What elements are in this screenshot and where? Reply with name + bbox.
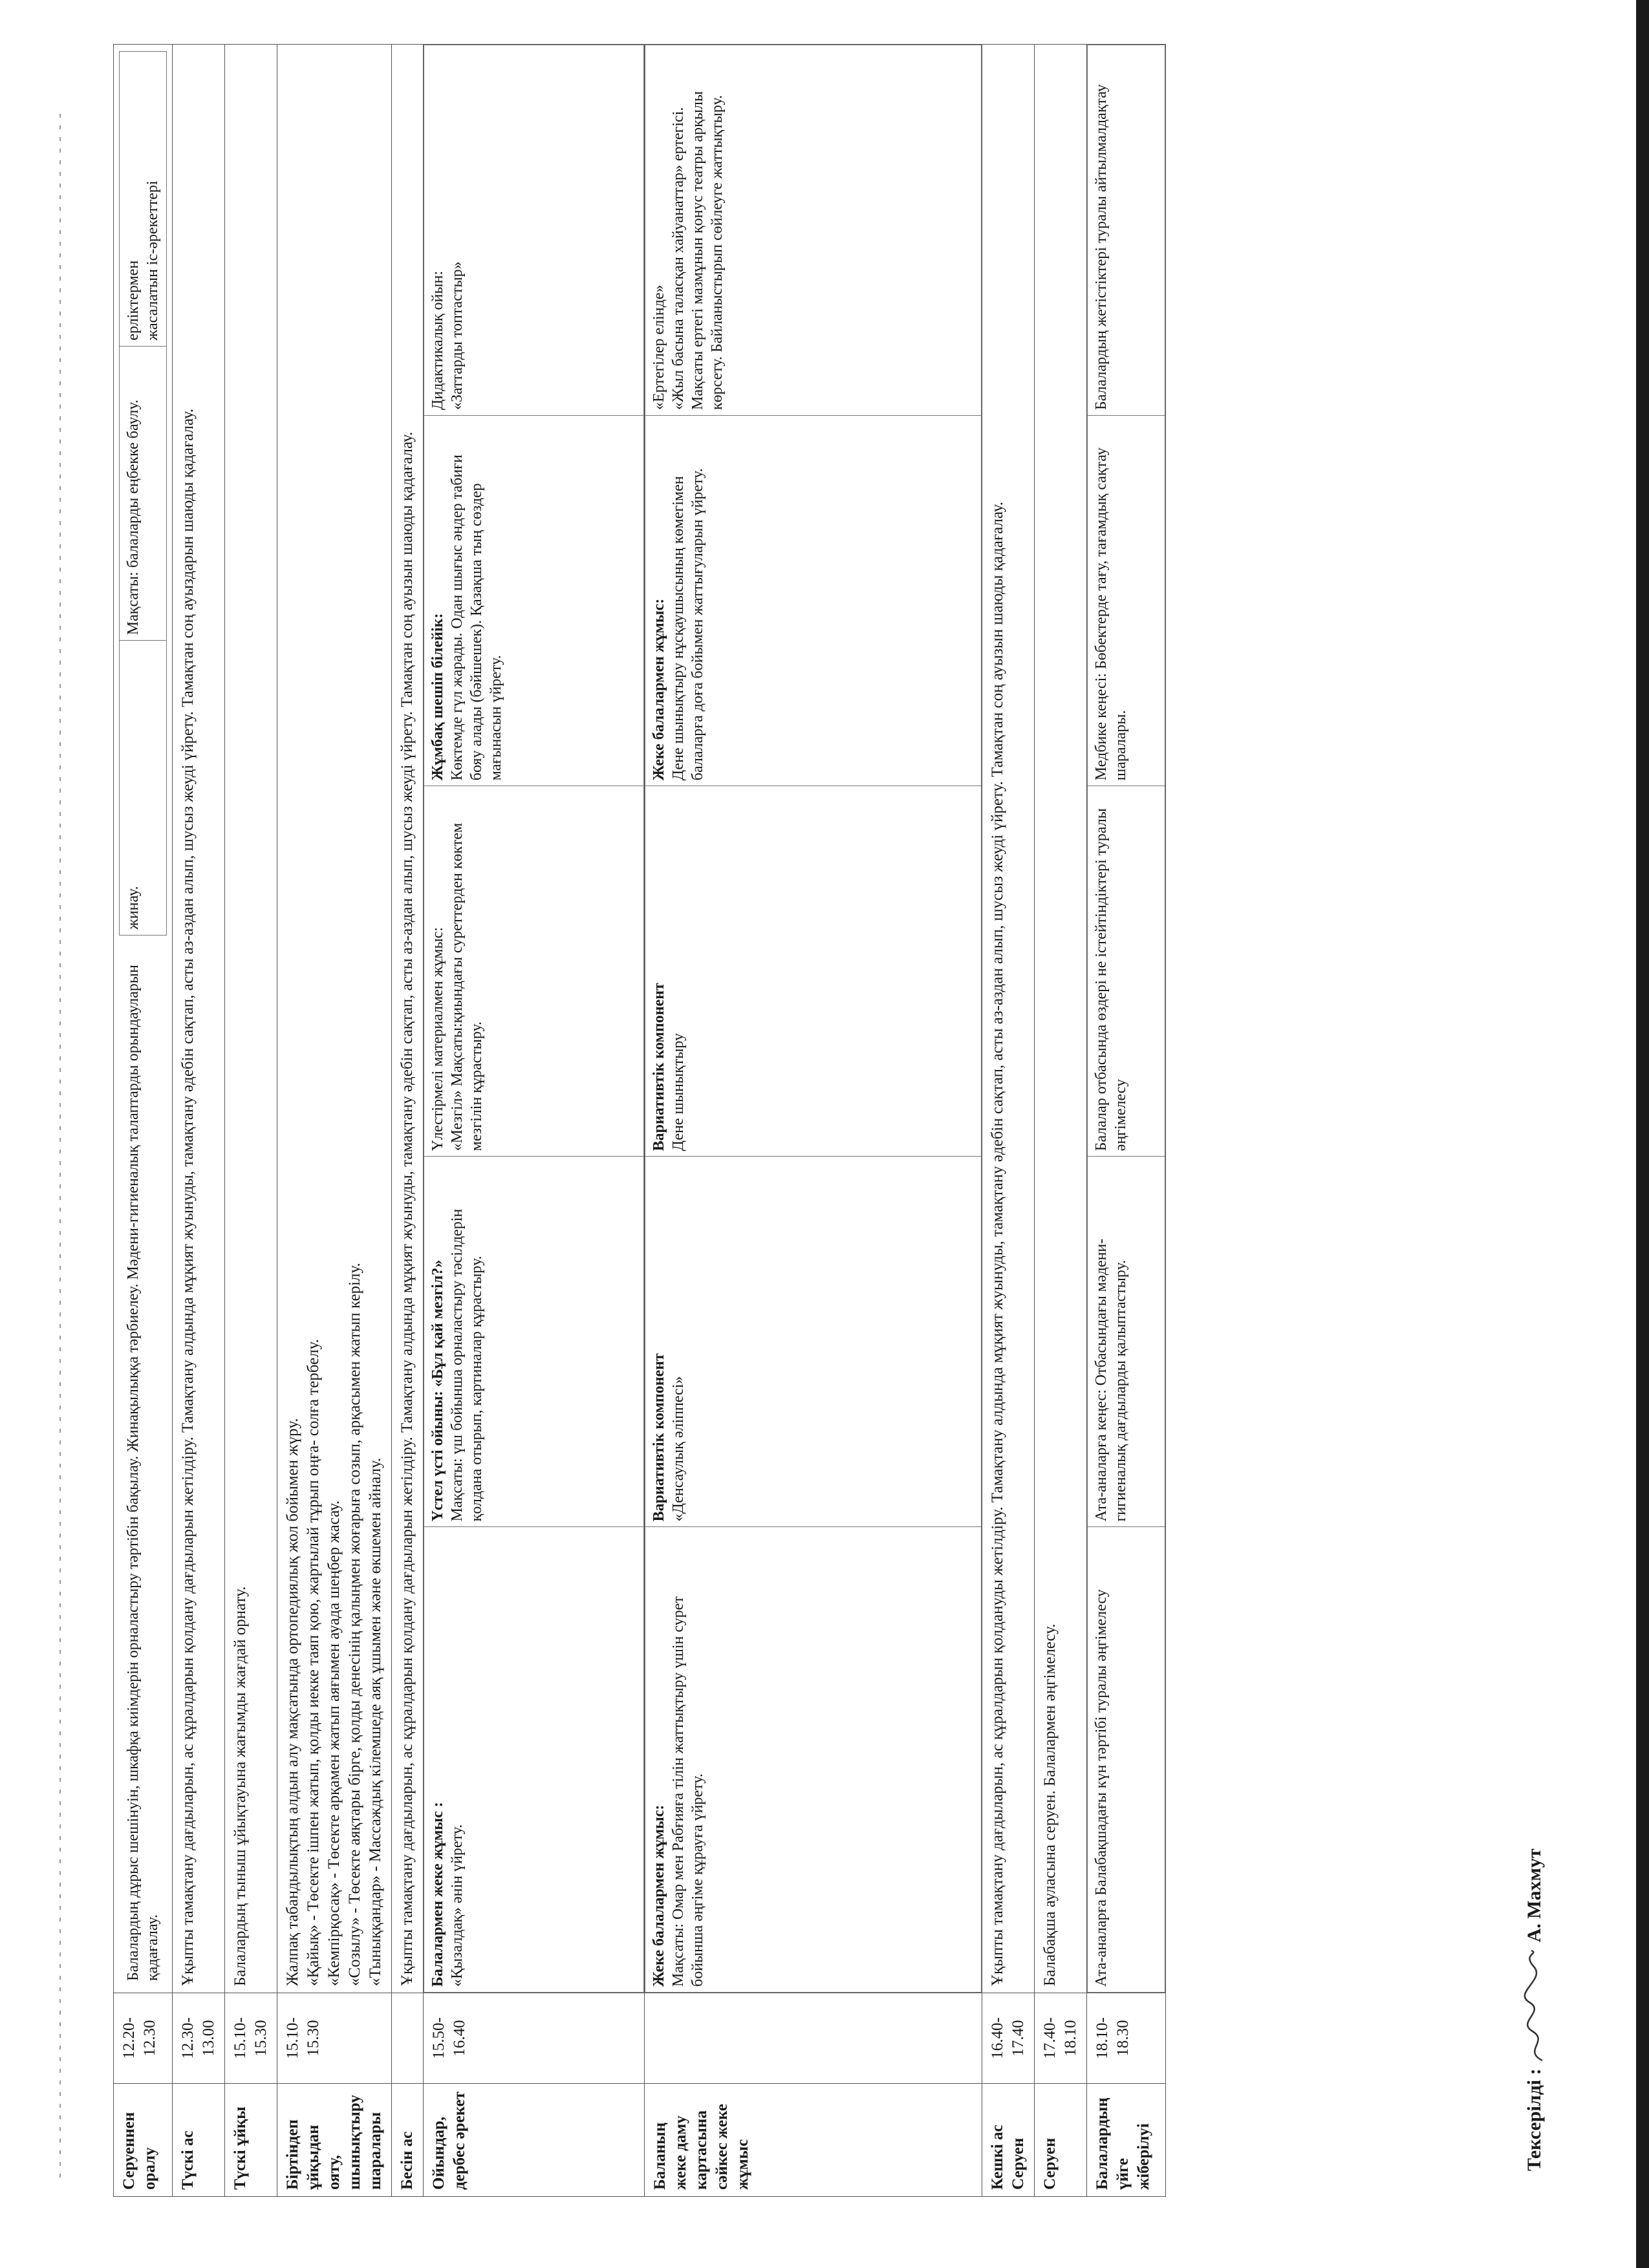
table-row	[424, 45, 645, 2197]
table-row	[1035, 45, 1087, 2197]
table-row	[173, 45, 225, 2197]
activity-cell: Бесін ас	[392, 2084, 424, 2197]
home-note: Медбике кеңесі: Бөбектерде тағу, тағамдық сақтау шаралары.	[1088, 416, 1165, 786]
cell-body: Көктемде гүл жарады. Одан шығыс әндер табиғи бояу алады (бәйшешек). Қазақша тың сөздер мағынасын үйрету.	[449, 455, 504, 781]
fragment-c: жасалатын іс-әрекеттері	[144, 180, 161, 341]
cell-body: «Қызалдақ» әнін үйрету.	[449, 1824, 466, 1987]
text-cell: Ұқыпты тамақтану дағдыларын, ас құралдарын қолдану дағдыларын жетілдіру. Тамақтану алдында мұқият жуынуды, тамақтану әдебін сақтап, асты аз-аздан алып, шусыз жеуді үйрету. Тамақтан соң ауыздарын шаюды қадағалау.	[173, 45, 225, 1993]
list-item: «Қайық» - Төсекте ішпен жатып, қолды иекке таяп қою, жартылай тұрып оңға- солға тербелу.	[305, 1339, 322, 1986]
cell-title: Вариативтік компонент	[651, 983, 667, 1151]
cell-title: Жеке балалармен жұмыс:	[651, 598, 667, 781]
fragment-b	[120, 346, 167, 641]
table-row	[645, 45, 982, 2197]
games-cell	[424, 45, 645, 1993]
time-cell: 12.20-12.30	[114, 1993, 173, 2084]
time-cell: 18.10-18.30	[1087, 1993, 1166, 2084]
cell-body: «Мезгіл» Мақсаты:қиындағы суреттерден көктем мезгілін құрастыру.	[449, 822, 485, 1151]
text-cell: Ұқыпты тамақтану дағдыларын, ас құралдарын қолдану дағдыларын жетілдіру. Тамақтану алдында мұқият жуынуды, тамақтану әдебін сақтап, асты аз-аздан алып, шусыз жеуді үйрету. Тамақтан соң ауызын шаюды қадағалау.	[392, 45, 424, 1993]
table-row	[1087, 45, 1166, 2197]
cell-title: Үлестірмелі материалмен жұмыс:	[429, 927, 446, 1151]
fragment-cd	[120, 52, 167, 347]
home-note: Ата-аналарға Балабақшадағы күн тәртібі туралы әңгімелесу	[1088, 1527, 1165, 1993]
time-cell	[392, 1993, 424, 2084]
time-cell: 12.30-13.00	[173, 1993, 225, 2084]
time-cell: 15.10-15.30	[277, 1993, 392, 2084]
table-row	[277, 45, 392, 2197]
time-cell: 16.40-17.40	[982, 1993, 1035, 2084]
cell-body: Мақсаты: Омар мен Рабғияға тілін жаттықтыру үшін сурет бойынша әңгіме құрауға үйрету.	[670, 1596, 706, 1987]
activity-cell: Біртіндеп ұйқыдан ояту, шынықтыру шаралары	[277, 2084, 392, 2197]
individual-table	[645, 45, 982, 1993]
text-cell: Балалардың тыныш ұйықтауына жағымды жағдай орнату.	[225, 45, 277, 1993]
home-cell	[1087, 45, 1166, 1993]
text-cell	[277, 45, 392, 1993]
activity-cell: Түскі ұйқы	[225, 2084, 277, 2197]
table-row	[392, 45, 424, 2197]
signer-name: А. Махмут	[1523, 1848, 1545, 1943]
cell-title: Дидактикалық ойын:	[429, 270, 446, 411]
checked-label: Тексерілді :	[1523, 2068, 1545, 2171]
text-cell	[114, 45, 173, 1993]
home-note: Балалардың жетістіктері туралы айтылмалдақтау	[1088, 45, 1165, 416]
games-table	[424, 45, 644, 1993]
footer	[1520, 1848, 1552, 2171]
activity-cell: Кешкі ас Серуен	[982, 2084, 1035, 2197]
individual-cell	[645, 45, 982, 1993]
fragment-d: ерліктермен	[125, 260, 142, 341]
list-item: «Кемпірқосақ» - Төсекте арқамен жатып аяғымен ауада шеңбер жасау.	[325, 1500, 343, 1986]
time-cell: 15.10-15.30	[225, 1993, 277, 2084]
cell-body: Дене шынықтыру нұсқаушысының көмегімен балаларға доға бойымен жаттығуларын үйрету.	[670, 468, 706, 781]
cell-title: Үстел үсті ойыны: «Бұл қай мезгіл?»	[429, 1259, 446, 1522]
table-row	[225, 45, 277, 2197]
activity-cell: Серуеннен оралу	[114, 2084, 173, 2197]
home-note: Балалар отбасында өздері не істейтіндіктері туралы әңгімелесу	[1088, 786, 1165, 1157]
fragment-table	[119, 51, 167, 1986]
cell-title: Жұмбақ шешіп білейік:	[429, 613, 446, 781]
row-text: Балалардың дұрыс шешінуін, шкафқа киімдерін орналастыру тәртібін бақылау. Жинақылыққа тәрбиелеу. Мәдени-гигиеналық талаптарды орындауларын қадағалау.	[124, 965, 161, 1981]
text-cell: Балабақша ауласына серуен. Балалармен әңгімелесу.	[1035, 45, 1087, 1993]
activity-cell: Ойындар, дербес әрекет	[424, 2084, 645, 2197]
table-row	[114, 45, 173, 2197]
list-item: Жалпақ табандылықтың алдын алу мақсатында ортопедиялық жол бойымен жүру.	[284, 1418, 301, 1986]
home-note: Ата-аналарға кеңес: Отбасындағы мәдени-гигиеналық дағдыларды қалыптастыру.	[1088, 1157, 1165, 1527]
cell-body: Дене шынықтыру	[670, 1032, 687, 1151]
schedule-table	[113, 44, 1166, 2197]
cell-title: «Ертегілер елінде»	[651, 284, 667, 411]
scan-noise	[59, 109, 61, 2177]
cell-body: «Заттарды топтастыр»	[449, 261, 466, 411]
text-cell: Ұқыпты тамақтану дағдыларын, ас құралдарын қолдануды жетілдіру. Тамақтану алдында мұқият жуынуды, тамақтану әдебін сақтап, асты аз-аздан алып, шусыз жеуді үйрету. Тамақтан соң ауызын шаюды қадағалау.	[982, 45, 1035, 1993]
time-cell	[645, 1993, 982, 2084]
list-item: «Созылу» - Төсекте аяқтары бірге, қолды денесінің қалыңмен жоғарыға созып, арқасымен жатып керілу.	[346, 1263, 363, 1986]
activity-cell: Серуен	[1035, 2084, 1087, 2197]
home-table	[1087, 45, 1165, 1993]
activity-cell: Түскі ас	[173, 2084, 225, 2197]
cell-body: «Жыл басына таласқан хайуанаттар» ертегісі. Мақсаты ертегі мазмұнын қонус театры арқылы көрсету. Байланыстырып сөйлеуге жаттықтыру.	[670, 91, 726, 411]
cell-body: «Денсаулық әліппесі»	[670, 1376, 687, 1522]
signature	[1520, 1947, 1552, 2064]
time-cell: 17.40-18.10	[1035, 1993, 1087, 2084]
cell-title: Балалармен жеке жұмыс :	[429, 1802, 446, 1987]
time-cell: 15.50-16.40	[424, 1993, 645, 2084]
cell-body: Мақсаты: үш бойынша орналастыру тәсілдерін қолдана отырып, картиналар құрастыру.	[449, 1208, 485, 1522]
cell-title: Вариативтік компонент	[651, 1353, 667, 1522]
activity-cell: Балалардың үйге жіберілуі	[1087, 2084, 1166, 2197]
activity-cell: Баланың жеке даму картасына сәйкес жеке жұмыс	[645, 2084, 982, 2197]
cell-title: Жеке балалармен жұмыс:	[651, 1804, 667, 1987]
fragment-b-text: Мақсаты: балаларды еңбекке баулу.	[125, 400, 142, 636]
fragment-a: жинау.	[120, 641, 167, 936]
list-item: «Тыныққандар» - Массаждық кілемшеде аяқ ұшымен және өкшемен айналу.	[367, 1457, 384, 1986]
table-row	[982, 45, 1035, 2197]
signature-scribble	[1520, 1947, 1552, 2064]
